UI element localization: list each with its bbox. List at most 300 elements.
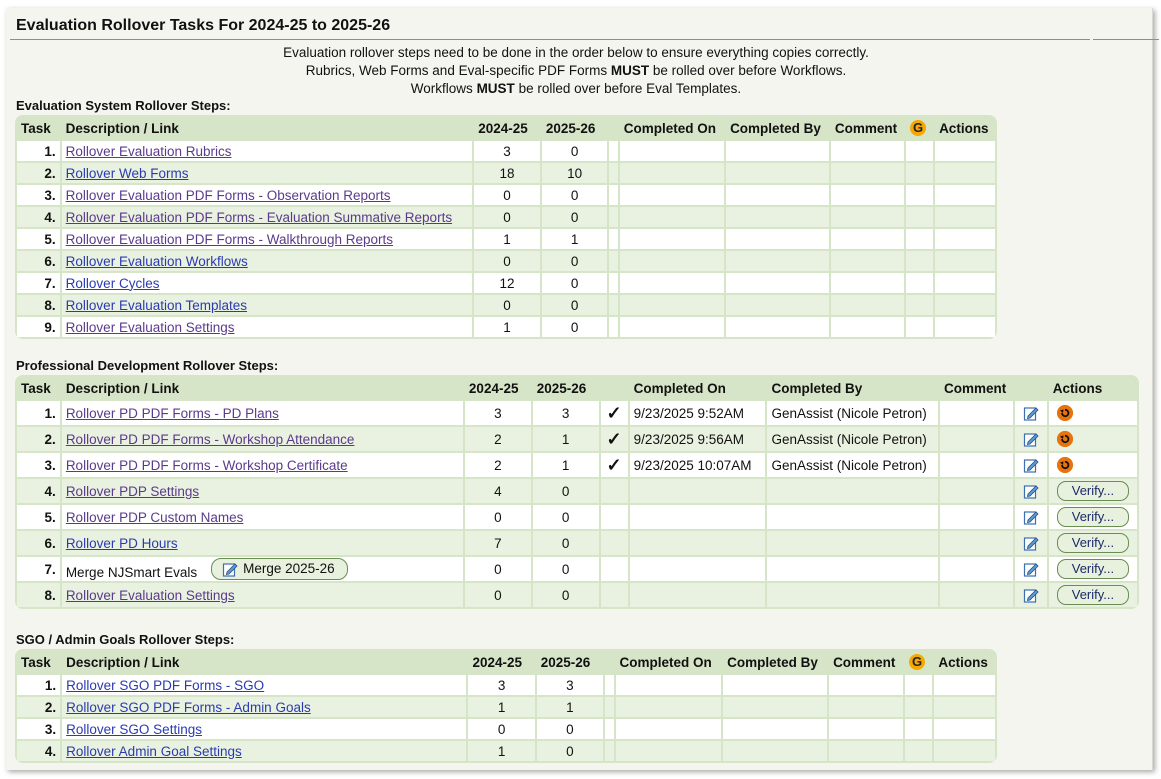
edit-icon[interactable] xyxy=(1023,509,1039,525)
task-link[interactable]: Rollover SGO Settings xyxy=(66,721,202,737)
completed-on: 9/23/2025 9:56AM xyxy=(630,427,766,451)
completed-check xyxy=(609,273,617,293)
task-description xyxy=(62,505,463,529)
count-from: 0 xyxy=(474,251,540,271)
task-link[interactable]: Rollover Evaluation Settings xyxy=(65,319,235,335)
task-number: 1. xyxy=(17,401,60,425)
col-year-from: 2024-25 xyxy=(474,117,540,139)
actions-cell xyxy=(935,141,995,161)
task-number: 6. xyxy=(17,251,60,271)
completed-on: 9/23/2025 9:52AM xyxy=(630,401,766,425)
count-from: 3 xyxy=(474,141,540,161)
g-cell xyxy=(906,207,933,227)
intro-text xyxy=(6,44,1146,98)
task-link[interactable]: Rollover PD PDF Forms - Workshop Certificate xyxy=(65,457,348,473)
task-link[interactable]: Rollover Evaluation Rubrics xyxy=(65,143,232,159)
task-number: 4. xyxy=(17,479,60,503)
actions-cell xyxy=(935,251,995,271)
verify-button[interactable]: Verify... xyxy=(1057,481,1129,501)
task-number: 7. xyxy=(17,273,60,293)
completed-by xyxy=(723,719,827,739)
table-row xyxy=(17,229,995,249)
task-link[interactable]: Rollover Web Forms xyxy=(65,165,189,181)
count-to: 0 xyxy=(533,531,599,555)
completed-check xyxy=(605,697,613,717)
table-row xyxy=(17,583,1137,607)
count-from: 0 xyxy=(468,719,534,739)
actions-cell xyxy=(935,185,995,205)
task-number: 4. xyxy=(17,741,60,761)
edit-icon[interactable] xyxy=(1023,483,1039,499)
task-description xyxy=(62,557,463,581)
edit-cell[interactable] xyxy=(1015,583,1046,607)
actions-cell xyxy=(1049,557,1137,581)
completed-by: GenAssist (Nicole Petron) xyxy=(767,427,938,451)
intro-line-2-pre: Rubrics, Web Forms and Eval-specific PDF Forms xyxy=(305,63,611,78)
count-to: 0 xyxy=(537,741,603,761)
actions-cell xyxy=(934,741,995,761)
col-completed-on: Completed On xyxy=(630,377,766,399)
col-completed-on: Completed On xyxy=(620,117,724,139)
completed-check xyxy=(601,505,628,529)
count-to: 10 xyxy=(542,163,608,183)
task-number: 8. xyxy=(17,295,60,315)
comment xyxy=(940,479,1013,503)
undo-icon[interactable] xyxy=(1057,457,1073,473)
task-number: 9. xyxy=(17,317,60,337)
count-to: 0 xyxy=(542,317,608,337)
edit-icon[interactable] xyxy=(1023,457,1039,473)
actions-cell xyxy=(1049,505,1137,529)
g-cell xyxy=(906,229,933,249)
col-completed-on: Completed On xyxy=(616,651,722,673)
task-number: 3. xyxy=(17,719,60,739)
count-from: 3 xyxy=(465,401,531,425)
g-cell xyxy=(906,273,933,293)
completed-on: 9/23/2025 10:07AM xyxy=(630,453,766,477)
col-actions: Actions xyxy=(934,651,995,673)
task-link[interactable]: Rollover Evaluation Templates xyxy=(65,297,248,313)
actions-cell xyxy=(1049,453,1137,477)
actions-cell xyxy=(934,675,995,695)
completed-on xyxy=(616,675,722,695)
count-to: 1 xyxy=(537,697,603,717)
count-from: 0 xyxy=(465,505,531,529)
intro-line-3-post: be rolled over before Eval Templates. xyxy=(514,81,742,96)
col-year-from: 2024-25 xyxy=(465,377,531,399)
g-cell xyxy=(906,317,933,337)
task-link[interactable]: Rollover SGO PDF Forms - SGO xyxy=(66,677,265,693)
task-description xyxy=(62,251,473,271)
task-link[interactable]: Rollover Evaluation PDF Forms - Evaluation Summative Reports xyxy=(65,209,453,225)
intro-line-2-bold: MUST xyxy=(610,63,650,78)
g-cell xyxy=(905,741,932,761)
verify-button[interactable]: Verify... xyxy=(1057,507,1129,527)
completed-check xyxy=(601,453,628,477)
task-number: 8. xyxy=(17,583,60,607)
edit-icon xyxy=(222,561,238,577)
task-number: 5. xyxy=(17,505,60,529)
g-cell xyxy=(906,141,933,161)
col-edit xyxy=(1015,377,1046,399)
task-description xyxy=(62,427,463,451)
eval-rollover-table xyxy=(15,115,997,339)
table-row xyxy=(17,317,995,337)
count-to: 1 xyxy=(533,427,599,451)
task-number: 1. xyxy=(17,675,60,695)
g-cell xyxy=(906,163,933,183)
completed-by xyxy=(726,163,829,183)
edit-icon[interactable] xyxy=(1023,561,1039,577)
comment xyxy=(829,675,903,695)
comment xyxy=(829,697,903,717)
completed-by xyxy=(726,317,829,337)
table-row xyxy=(17,141,995,161)
title-divider-right xyxy=(1093,39,1159,40)
undo-icon[interactable] xyxy=(1057,405,1073,421)
table-row xyxy=(17,207,995,227)
count-from: 0 xyxy=(465,583,531,607)
completed-check xyxy=(601,583,628,607)
col-year-to: 2025-26 xyxy=(533,377,599,399)
intro-line-3-pre: Workflows xyxy=(410,81,477,96)
actions-cell xyxy=(935,163,995,183)
task-link[interactable]: Rollover PDP Settings xyxy=(65,483,200,499)
count-from: 7 xyxy=(465,531,531,555)
edit-icon[interactable] xyxy=(1023,431,1039,447)
completed-check xyxy=(601,479,628,503)
completed-by xyxy=(767,479,938,503)
actions-cell xyxy=(934,697,995,717)
comment xyxy=(831,185,904,205)
task-link[interactable]: Rollover Evaluation PDF Forms - Observation Reports xyxy=(65,187,391,203)
completed-on xyxy=(630,505,766,529)
count-from: 4 xyxy=(465,479,531,503)
completed-on xyxy=(620,317,724,337)
completed-by xyxy=(767,505,938,529)
edit-cell[interactable] xyxy=(1015,427,1046,451)
completed-on xyxy=(630,583,766,607)
task-label: Merge NJSmart Evals xyxy=(65,565,198,580)
task-link[interactable]: Rollover Cycles xyxy=(65,275,160,291)
task-number: 2. xyxy=(17,427,60,451)
task-link[interactable]: Rollover PD PDF Forms - PD Plans xyxy=(65,405,279,421)
intro-line-2-post: be rolled over before Workflows. xyxy=(649,63,847,78)
completed-on xyxy=(620,295,724,315)
completed-check xyxy=(609,207,617,227)
completed-check xyxy=(601,427,628,451)
completed-on xyxy=(620,141,724,161)
table-row xyxy=(17,741,995,761)
task-link[interactable]: Rollover PD Hours xyxy=(65,535,178,551)
completed-check xyxy=(609,141,617,161)
task-description xyxy=(62,185,473,205)
comment xyxy=(831,273,904,293)
completed-on xyxy=(620,273,724,293)
table-row xyxy=(17,295,995,315)
count-from: 1 xyxy=(468,741,534,761)
task-link[interactable]: Rollover PD PDF Forms - Workshop Attendance xyxy=(65,431,355,447)
completed-by xyxy=(726,229,829,249)
count-from: 1 xyxy=(468,697,534,717)
count-to: 0 xyxy=(542,251,608,271)
completed-check xyxy=(609,229,617,249)
verify-button[interactable]: Verify... xyxy=(1057,585,1129,605)
table-row xyxy=(17,453,1137,477)
count-from: 0 xyxy=(474,207,540,227)
task-description xyxy=(62,295,473,315)
pd-rollover-table xyxy=(15,375,1139,609)
count-from: 3 xyxy=(468,675,534,695)
task-number: 2. xyxy=(17,163,60,183)
actions-cell xyxy=(935,273,995,293)
task-description xyxy=(62,697,466,717)
completed-on xyxy=(630,557,766,581)
checkmark-icon: ✓ xyxy=(606,429,622,449)
comment xyxy=(940,531,1013,555)
comment xyxy=(940,453,1013,477)
col-comment: Comment xyxy=(831,117,904,139)
task-number: 2. xyxy=(17,697,60,717)
completed-by xyxy=(723,675,827,695)
title-divider xyxy=(10,39,1090,40)
task-description xyxy=(62,273,473,293)
comment xyxy=(831,207,904,227)
col-completed-by: Completed By xyxy=(726,117,829,139)
task-description xyxy=(62,141,473,161)
edit-cell[interactable] xyxy=(1015,401,1046,425)
comment xyxy=(831,141,904,161)
task-description xyxy=(62,453,463,477)
task-number: 6. xyxy=(17,531,60,555)
task-description xyxy=(62,207,473,227)
table-row xyxy=(17,719,995,739)
comment xyxy=(940,557,1013,581)
edit-cell[interactable] xyxy=(1015,479,1046,503)
comment xyxy=(940,583,1013,607)
table-row xyxy=(17,697,995,717)
col-description: Description / Link xyxy=(62,651,466,673)
col-task: Task xyxy=(17,651,60,673)
completed-check xyxy=(609,163,617,183)
count-from: 0 xyxy=(474,295,540,315)
completed-by xyxy=(767,583,938,607)
task-link[interactable]: Rollover Evaluation PDF Forms - Walkthrough Reports xyxy=(65,231,394,247)
task-description xyxy=(62,163,473,183)
task-link[interactable]: Rollover Evaluation Settings xyxy=(65,587,235,603)
count-to: 1 xyxy=(533,453,599,477)
count-to: 0 xyxy=(542,295,608,315)
rollover-panel xyxy=(6,8,1153,770)
count-from: 12 xyxy=(474,273,540,293)
count-to: 0 xyxy=(537,719,603,739)
intro-line-3-bold: MUST xyxy=(476,81,515,96)
completed-on xyxy=(616,697,722,717)
edit-cell[interactable] xyxy=(1015,531,1046,555)
table-row xyxy=(17,531,1137,555)
intro-line-1: Evaluation rollover steps need to be done in the order below to ensure everything copies correctly. xyxy=(283,45,869,60)
comment xyxy=(829,719,903,739)
col-completed-by: Completed By xyxy=(723,651,827,673)
task-description xyxy=(62,719,466,739)
completed-on xyxy=(616,719,722,739)
g-cell xyxy=(906,295,933,315)
count-from: 1 xyxy=(474,317,540,337)
actions-cell xyxy=(1049,427,1137,451)
completed-check xyxy=(609,317,617,337)
g-logo-icon: G xyxy=(909,654,925,670)
task-link[interactable]: Rollover SGO PDF Forms - Admin Goals xyxy=(66,699,311,715)
table-row xyxy=(17,185,995,205)
completed-by xyxy=(767,557,938,581)
pd-section-title: Professional Development Rollover Steps: xyxy=(16,358,279,373)
edit-cell[interactable] xyxy=(1015,453,1046,477)
sgo-section-title: SGO / Admin Goals Rollover Steps: xyxy=(16,632,235,647)
count-from: 0 xyxy=(474,185,540,205)
count-from: 1 xyxy=(474,229,540,249)
table-row xyxy=(17,251,995,271)
completed-on xyxy=(620,163,724,183)
col-check xyxy=(605,651,613,673)
intro-line-2 xyxy=(6,62,1146,80)
task-link[interactable]: Rollover PDP Custom Names xyxy=(65,509,244,525)
task-description xyxy=(62,317,473,337)
task-description xyxy=(62,229,473,249)
task-number: 3. xyxy=(17,185,60,205)
merge-button-label: Merge 2025-26 xyxy=(243,561,335,576)
col-comment: Comment xyxy=(940,377,1013,399)
col-task: Task xyxy=(17,117,60,139)
completed-check xyxy=(609,295,617,315)
task-description xyxy=(62,741,466,761)
count-to: 1 xyxy=(542,229,608,249)
completed-check xyxy=(609,185,617,205)
completed-on xyxy=(620,229,724,249)
verify-button[interactable]: Verify... xyxy=(1057,533,1129,553)
comment xyxy=(940,401,1013,425)
col-g xyxy=(905,651,932,673)
completed-on xyxy=(620,207,724,227)
task-number: 1. xyxy=(17,141,60,161)
col-completed-by: Completed By xyxy=(767,377,938,399)
eval-section-title: Evaluation System Rollover Steps: xyxy=(16,98,231,113)
comment xyxy=(831,295,904,315)
actions-cell xyxy=(1049,479,1137,503)
page-title: Evaluation Rollover Tasks For 2024-25 to 2025-26 xyxy=(16,17,391,34)
checkmark-icon: ✓ xyxy=(606,455,622,475)
completed-on xyxy=(620,185,724,205)
g-cell xyxy=(905,675,932,695)
comment xyxy=(829,741,903,761)
count-to: 3 xyxy=(533,401,599,425)
count-to: 0 xyxy=(533,583,599,607)
completed-on xyxy=(630,479,766,503)
col-actions: Actions xyxy=(1049,377,1137,399)
actions-cell xyxy=(1049,583,1137,607)
col-task: Task xyxy=(17,377,60,399)
edit-icon[interactable] xyxy=(1023,587,1039,603)
col-check xyxy=(601,377,628,399)
task-description xyxy=(62,583,463,607)
completed-on xyxy=(620,251,724,271)
task-number: 4. xyxy=(17,207,60,227)
completed-by: GenAssist (Nicole Petron) xyxy=(767,401,938,425)
count-to: 0 xyxy=(542,185,608,205)
merge-button[interactable] xyxy=(211,558,348,580)
completed-by xyxy=(726,251,829,271)
g-cell xyxy=(905,719,932,739)
actions-cell xyxy=(935,207,995,227)
actions-cell xyxy=(935,317,995,337)
task-link[interactable]: Rollover Admin Goal Settings xyxy=(66,743,242,759)
edit-icon[interactable] xyxy=(1023,535,1039,551)
actions-cell xyxy=(1049,531,1137,555)
comment xyxy=(831,163,904,183)
actions-cell xyxy=(935,229,995,249)
g-cell xyxy=(906,185,933,205)
actions-cell xyxy=(934,719,995,739)
task-number: 5. xyxy=(17,229,60,249)
completed-by xyxy=(726,295,829,315)
table-row xyxy=(17,675,995,695)
edit-cell[interactable] xyxy=(1015,505,1046,529)
completed-by: GenAssist (Nicole Petron) xyxy=(767,453,938,477)
completed-check xyxy=(605,675,613,695)
edit-cell[interactable] xyxy=(1015,557,1046,581)
table-row xyxy=(17,273,995,293)
count-from: 2 xyxy=(465,427,531,451)
col-year-to: 2025-26 xyxy=(542,117,608,139)
count-to: 0 xyxy=(533,505,599,529)
g-logo-icon: G xyxy=(910,120,926,136)
comment xyxy=(940,427,1013,451)
count-to: 0 xyxy=(542,141,608,161)
col-year-to: 2025-26 xyxy=(537,651,603,673)
comment xyxy=(831,317,904,337)
count-to: 0 xyxy=(542,207,608,227)
count-from: 0 xyxy=(465,557,531,581)
table-row xyxy=(17,401,1137,425)
col-actions: Actions xyxy=(935,117,995,139)
checkmark-icon: ✓ xyxy=(606,403,622,423)
task-link[interactable]: Rollover Evaluation Workflows xyxy=(65,253,248,269)
completed-by xyxy=(726,185,829,205)
count-to: 0 xyxy=(533,557,599,581)
table-row xyxy=(17,557,1137,581)
completed-check xyxy=(609,251,617,271)
g-cell xyxy=(905,697,932,717)
completed-check xyxy=(601,557,628,581)
intro-line-3 xyxy=(6,80,1146,98)
completed-on xyxy=(630,531,766,555)
task-description xyxy=(62,479,463,503)
edit-icon[interactable] xyxy=(1023,405,1039,421)
task-description xyxy=(62,675,466,695)
completed-by xyxy=(767,531,938,555)
table-row xyxy=(17,163,995,183)
comment xyxy=(831,229,904,249)
sgo-rollover-table xyxy=(15,649,997,763)
count-to: 0 xyxy=(533,479,599,503)
table-row xyxy=(17,479,1137,503)
verify-button[interactable]: Verify... xyxy=(1057,559,1129,579)
task-number: 3. xyxy=(17,453,60,477)
actions-cell xyxy=(1049,401,1137,425)
col-description: Description / Link xyxy=(62,377,463,399)
table-row xyxy=(17,427,1137,451)
completed-check xyxy=(601,531,628,555)
undo-icon[interactable] xyxy=(1057,431,1073,447)
